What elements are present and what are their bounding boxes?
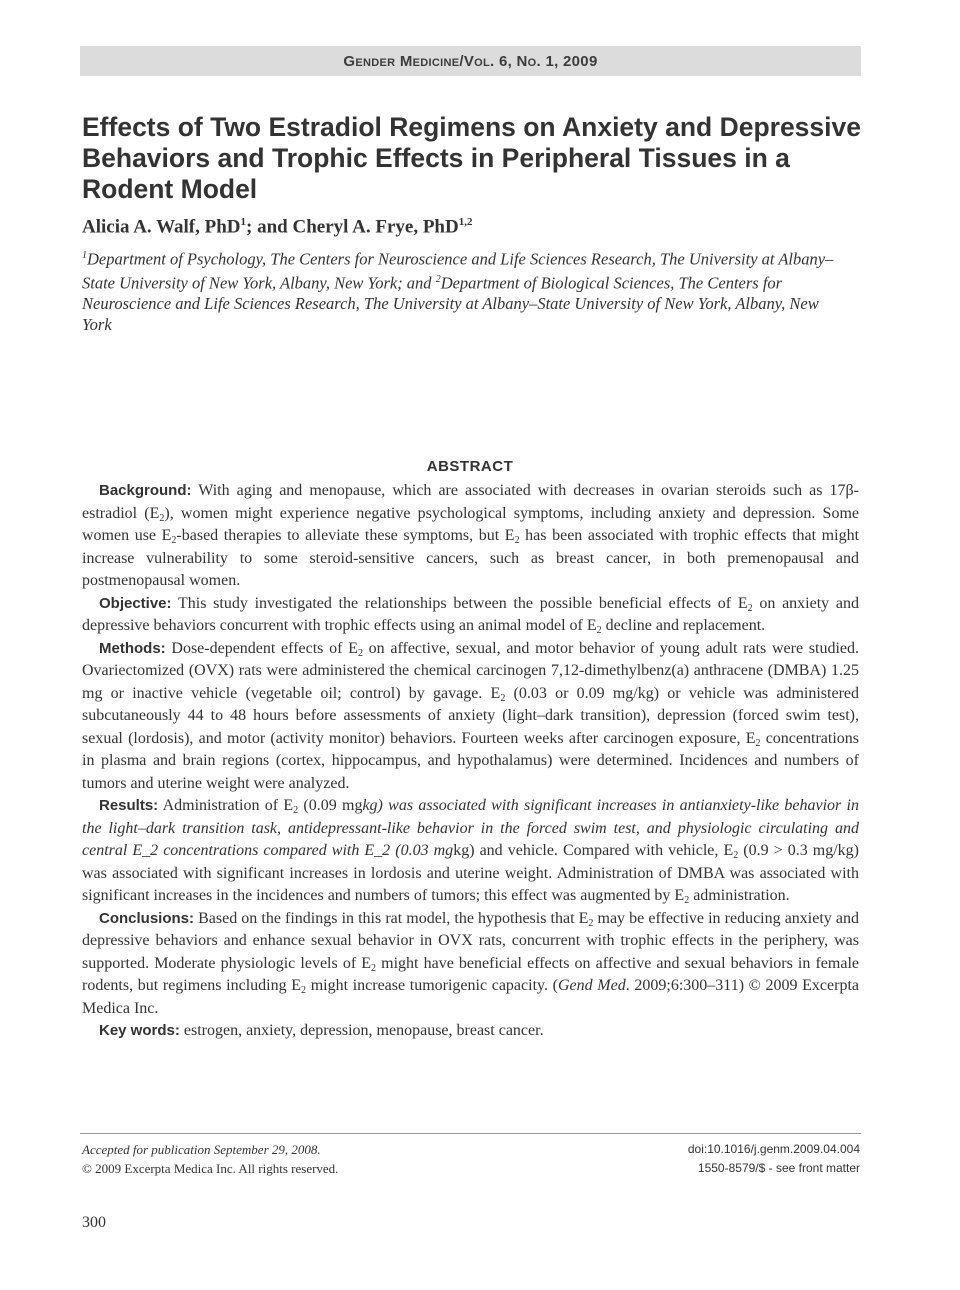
journal-name: Gender Medicine/Vol. 6, No. 1, 2009 (343, 52, 598, 70)
page-number: 300 (82, 1214, 106, 1231)
abstract-section-text: Dose-dependent effects of $E_2$ on affective, sexual, and motor behavior of young adult rats were studied. Ovariectomized (OVX) rats were administered the chemical carcinogen 7,12-dimethylbenz(a) anthracene (DMBA) 1.25 mg or inactive vehicle (vegetable oil; control) by gavage. $E_2$ (0.03 or 0.09 mg/kg) or vehicle was administered subcutaneously 44 to 48 hours before assessments of anxiety (light–dark transition), depression (forced swim test), sexual (lordosis), and motor (activity monitor) behaviors. Fourteen weeks after carcinogen exposure, $E_2$ concentrations in plasma and brain regions (cortex, hippocampus, and hypothalamus) were determined. Incidences and numbers of tumors and uterine weight were analyzed. (82, 639, 860, 792)
abstract-section-label: Background: (99, 482, 192, 499)
author-name: Alicia A. Walf, PhD (82, 216, 241, 238)
author-affiliation-mark: 1 (240, 216, 247, 228)
abstract-section-label: Objective: (99, 594, 172, 612)
running-header (80, 46, 861, 76)
abstract-section (82, 795, 859, 908)
abstract-section-text: Administration of $E_2$ (0.09 mgkg) was associated with significant increases in antianxiety-like behavior in the light–dark transition task, antidepressant-like behavior in the forced swim test, and physiologic circulating and central E_2 concentrations compared with E_2 (0.03 mgkg) and vehicle. Compared with vehicle, $E_2$ (0.9 > 0.3 mg/kg) was associated with significant increases in lordosis and uterine weight. Administration of DMBA was associated with significant increases in the incidences and numbers of tumors; this effect was augmented by $E_2$ administration. (82, 797, 860, 906)
abstract-section-text: This study investigated the relationships between the possible beneficial effects of $E_2$ on anxiety and depressive behaviors concurrent with trophic effects using an animal model of $E_2$ decline and replacement. (82, 594, 860, 636)
author-name: Cheryl A. Frye, PhD (292, 216, 459, 238)
abstract-section (82, 1020, 859, 1043)
author-separator: ; and (246, 216, 293, 238)
author-list (82, 216, 862, 238)
abstract-section (82, 480, 859, 593)
affiliation-mark: 1 (82, 250, 87, 261)
abstract-section-label: Conclusions: (99, 909, 195, 927)
doi-link[interactable]: doi:10.1016/j.genm.2009.04.004 (687, 1142, 860, 1156)
abstract-section (82, 908, 859, 1021)
abstract-heading: ABSTRACT (426, 458, 514, 475)
author-affiliation-mark: 1,2 (458, 216, 473, 228)
abstract-section-label: Key words: (99, 1022, 180, 1039)
abstract-section-label: Methods: (99, 639, 166, 657)
accepted-date: Accepted for publication September 29, 2008. (82, 1142, 321, 1157)
abstract-section-text: estrogen, anxiety, depression, menopause, breast cancer. (183, 1022, 544, 1039)
affiliations (82, 246, 852, 335)
affiliation-text: Department of Psychology, The Centers for Neuroscience and Life Sciences Research, The University at Albany–State University of New York, Albany, New York; and (82, 249, 834, 293)
copyright-notice: © 2009 Excerpta Medica Inc. All rights reserved. (82, 1161, 339, 1176)
abstract-section (82, 638, 859, 796)
footer-right (480, 1140, 860, 1178)
issn-line: 1550-8579/$ - see front matter (697, 1161, 860, 1175)
affiliation-text: Department of Biological Sciences, The Centers for Neuroscience and Life Sciences Research, The University at Albany–State University of New York, Albany, New York (82, 273, 819, 334)
affiliation-mark: 2 (435, 274, 441, 285)
abstract-section (82, 593, 859, 638)
abstract-body (82, 480, 859, 1043)
footer-left (82, 1140, 482, 1178)
footer-divider (80, 1133, 861, 1134)
abstract-section-text: Based on the findings in this rat model, the hypothesis that $E_2$ may be effective in reducing anxiety and depressive behaviors and enhance sexual behavior in OVX rats, concurrent with trophic effects in the periphery, was supported. Moderate physiologic levels of $E_2$ might have beneficial effects on affective and sexual behaviors in female rodents, but regimens including $E_2$ might increase tumorigenic capacity. (Gend Med. 2009;6:300–311) © 2009 Excerpta Medica Inc. (82, 909, 860, 1017)
article-title: Effects of Two Estradiol Regimens on Anxiety and Depressive Behaviors and Trophic Effects in Peripheral Tissues in a Rodent Model (82, 112, 861, 204)
abstract-section-label: Results: (99, 797, 159, 814)
abstract-section-text: With aging and menopause, which are associated with decreases in ovarian steroids such as 17β-estradiol $(E_2)$, women might experience negative psychological symptoms, including anxiety and depression. Some women use $E_2$-based therapies to alleviate these symptoms, but $E_2$ has been associated with trophic effects that might increase vulnerability to some steroid-sensitive cancers, such as breast cancer, in both premenopausal and postmenopausal women. (82, 482, 860, 589)
